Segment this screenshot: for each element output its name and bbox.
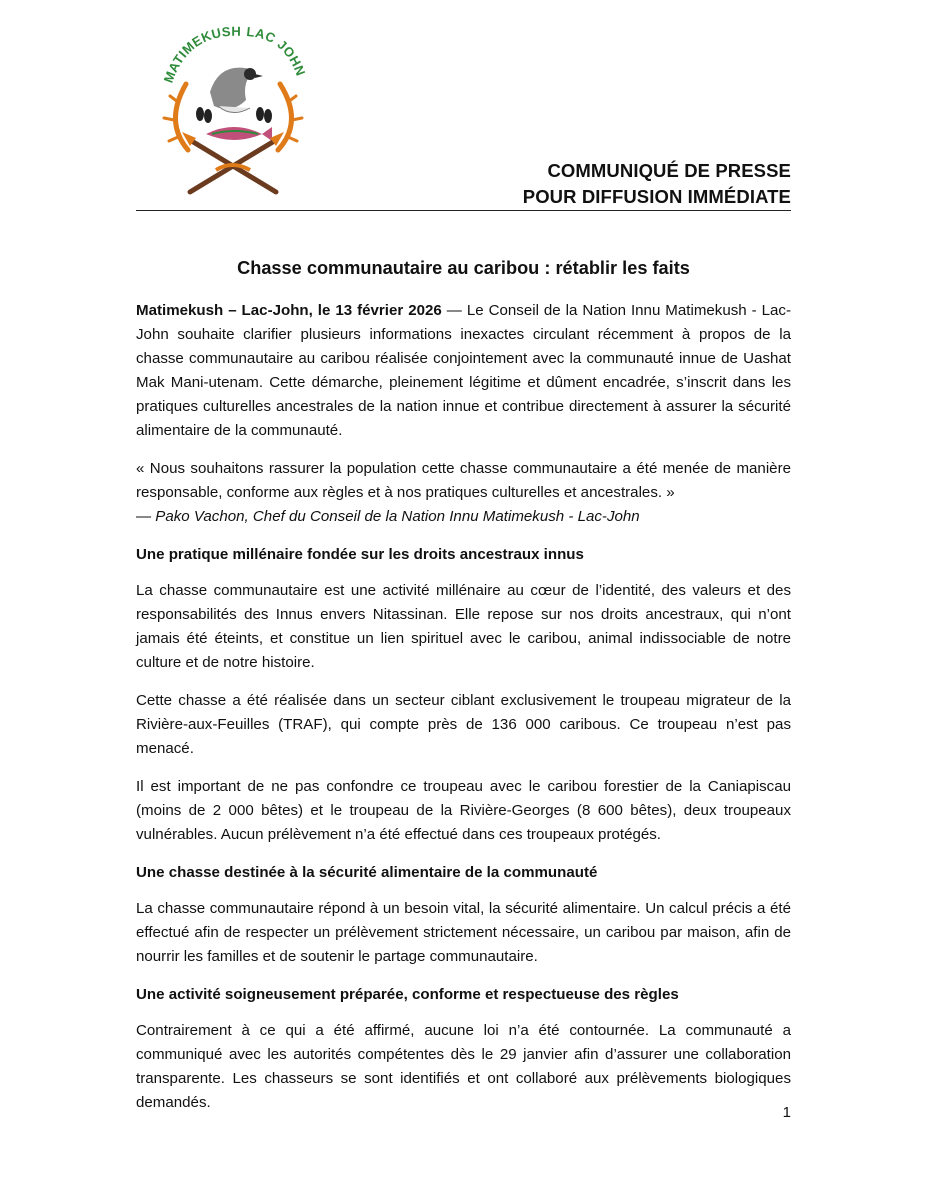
document-title: Chasse communautaire au caribou : rétablir les faits bbox=[237, 258, 690, 278]
quote-text: « Nous souhaitons rassurer la population cette chasse communautaire a été menée de manière responsable, conforme aux règles et à nos pratiques culturelles et ancestrales. » bbox=[136, 460, 791, 501]
intro-paragraph bbox=[136, 299, 791, 443]
section3-paragraph-1: Contrairement à ce qui a été affirmé, aucune loi n’a été contournée. La communauté a communiqué avec les autorités compétentes dès le 29 janvier afin d’assurer une collaboration transparente. Les chasseurs se sont identifiés et ont collaboré aux prélèvements biologiques demandés. bbox=[136, 1022, 791, 1111]
svg-text:LAC JOHN bbox=[246, 24, 308, 78]
quote-author: — Pako Vachon, Chef du Conseil de la Nation Innu Matimekush - Lac-John bbox=[136, 508, 640, 525]
section1-paragraph-2: Cette chasse a été réalisée dans un secteur ciblant exclusivement le troupeau migrateur de la Rivière-aux-Feuilles (TRAF), qui compte près de 136 000 caribous. Ce troupeau n’est pas menacé. bbox=[136, 692, 791, 757]
header-line-diffusion: POUR DIFFUSION IMMÉDIATE bbox=[522, 186, 791, 207]
press-release-header bbox=[523, 158, 791, 210]
header-line-communique: COMMUNIQUÉ DE PRESSE bbox=[547, 160, 791, 181]
section2-paragraph-1: La chasse communautaire répond à un besoin vital, la sécurité alimentaire. Un calcul précis a été effectué afin de respecter un prélèvement strictement nécessaire, un caribou par maison, afin de nourrir les familles et de soutenir le partage communautaire. bbox=[136, 900, 791, 965]
section1-paragraph-1: La chasse communautaire est une activité millénaire au cœur de l’identité, des valeurs et des responsabilités des Innus envers Nitassinan. Elle repose sur nos droits ancestraux, qui n’ont jamais été éteints, et constitue un lien spirituel avec le caribou, animal indissociable de notre culture et de notre histoire. bbox=[136, 582, 791, 671]
press-release-body bbox=[136, 255, 791, 1129]
intro-text: — Le Conseil de la Nation Innu Matimekush - Lac-John souhaite clarifier plusieurs informations inexactes circulant récemment à propos de la chasse communautaire au caribou réalisée conjointement avec la communauté innue de Uashat Mak Mani-utenam. Cette démarche, pleinement légitime et dûment encadrée, s’inscrit dans les pratiques culturelles ancestrales de la nation innue et contribue directement à assurer la sécurité alimentaire de la communauté. bbox=[136, 302, 791, 439]
section-heading-compliance: Une activité soigneusement préparée, conforme et respectueuse des règles bbox=[136, 986, 679, 1003]
matimekush-lac-john-logo bbox=[158, 22, 308, 197]
section1-paragraph-3: Il est important de ne pas confondre ce troupeau avec le caribou forestier de la Caniapiscau (moins de 2 000 bêtes) et le troupeau de la Rivière-Georges (8 600 bêtes), deux troupeaux vulnérables. Aucun prélèvement n’a été effectué dans ces troupeaux protégés. bbox=[136, 778, 791, 843]
section-heading-ancestral-rights: Une pratique millénaire fondée sur les droits ancestraux innus bbox=[136, 546, 584, 563]
logo-text-matimekush: MATIMEKUSH bbox=[160, 23, 242, 85]
page-number: 1 bbox=[782, 1104, 791, 1121]
logo-text-lac-john: LAC JOHN bbox=[245, 23, 308, 79]
logo-emblem-icon bbox=[158, 22, 308, 197]
header-divider bbox=[136, 210, 791, 211]
dateline: Matimekush – Lac-John, le 13 février 2026 bbox=[136, 302, 442, 319]
quote-paragraph bbox=[136, 457, 791, 529]
section-heading-food-security: Une chasse destinée à la sécurité alimentaire de la communauté bbox=[136, 864, 598, 881]
